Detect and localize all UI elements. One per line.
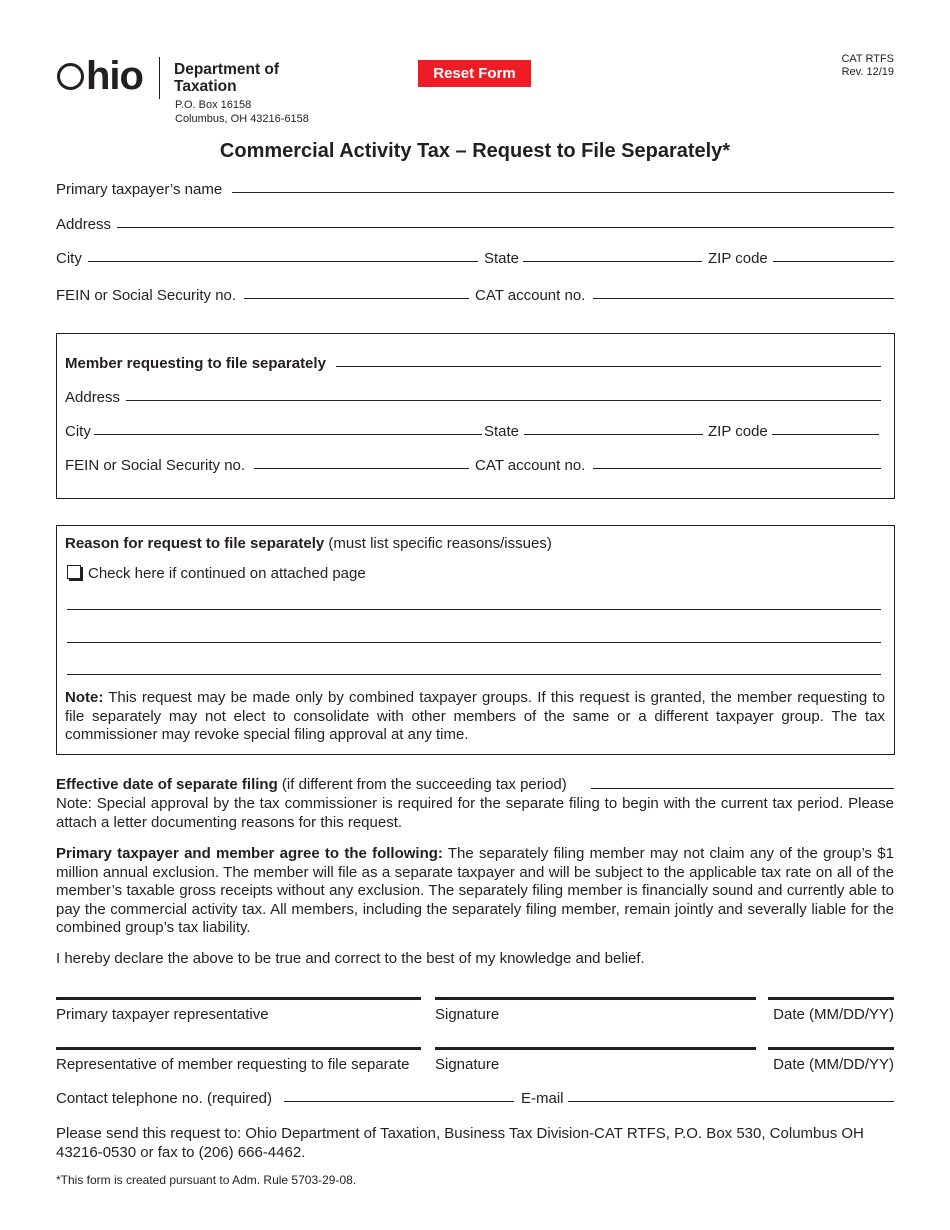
- member-fein-field[interactable]: [254, 468, 469, 469]
- reason-line-1[interactable]: [67, 609, 881, 610]
- phone-label: Contact telephone no. (required): [56, 1090, 272, 1107]
- effective-date-rest: (if different from the succeeding tax period): [277, 776, 567, 793]
- primary-rep-label: Primary taxpayer representative: [56, 1006, 269, 1023]
- signature-label-2: Signature: [435, 1056, 500, 1073]
- member-address-field[interactable]: [126, 400, 881, 401]
- reset-form-button[interactable]: Reset Form: [418, 60, 531, 87]
- member-cat-label: CAT account no.: [475, 457, 586, 474]
- member-zip-field[interactable]: [772, 434, 879, 435]
- signature-label-1: Signature: [435, 1006, 500, 1023]
- agreement-text: The separately filing member may not claim any of the group’s $1 million annual exclusion. The member will file as a separate taxpayer and will be subject to the applicable tax rate on all of the member’s taxable gross receipts without any exclusion. The separately filing member is financially sound and currently able to pay the commercial activity tax. All members, including the separately filing member, remain jointly and severally liable for the combined group’s tax liability.: [56, 845, 894, 936]
- sig-line-signature-1[interactable]: [435, 997, 756, 1000]
- member-state-label: State: [484, 423, 520, 440]
- member-fein-label: FEIN or Social Security no.: [65, 457, 246, 474]
- primary-city-label: City: [56, 250, 82, 267]
- primary-city-field[interactable]: [88, 261, 478, 262]
- primary-zip-label: ZIP code: [708, 250, 768, 267]
- form-code-text: CAT RTFS: [841, 53, 894, 65]
- sig-line-date-2[interactable]: [768, 1047, 894, 1050]
- primary-state-label: State: [484, 250, 520, 267]
- member-heading: Member requesting to file separately: [65, 355, 326, 372]
- primary-name-label: Primary taxpayer’s name: [56, 181, 223, 198]
- sig-line-rep-1[interactable]: [56, 997, 421, 1000]
- reason-note-bold: Note:: [65, 689, 104, 706]
- member-state-field[interactable]: [524, 434, 703, 435]
- sig-line-rep-2[interactable]: [56, 1047, 421, 1050]
- continued-checkbox-label: Check here if continued on attached page: [88, 565, 366, 582]
- reason-heading: [65, 535, 552, 553]
- reason-line-3[interactable]: [67, 674, 881, 675]
- dept-line-1: Department of: [174, 61, 280, 78]
- date-label-1: Date (MM/DD/YY): [773, 1006, 894, 1023]
- primary-name-field[interactable]: [232, 192, 894, 193]
- date-label-2: Date (MM/DD/YY): [773, 1056, 894, 1073]
- effective-date-label: [56, 776, 567, 794]
- continued-checkbox[interactable]: [67, 565, 81, 579]
- primary-fein-field[interactable]: [244, 298, 469, 299]
- primary-state-field[interactable]: [523, 261, 702, 262]
- primary-fein-label: FEIN or Social Security no.: [56, 287, 237, 304]
- effective-date-field[interactable]: [591, 788, 894, 789]
- logo-divider: [159, 57, 160, 99]
- member-address-label: Address: [65, 389, 121, 406]
- email-field[interactable]: [568, 1101, 894, 1102]
- ohio-logo-text: hio: [86, 54, 143, 98]
- footnote: *This form is created pursuant to Adm. Rule 5703-29-08.: [56, 1173, 357, 1187]
- address-line-2: Columbus, OH 43216-6158: [175, 113, 309, 125]
- dept-line-2: Taxation: [174, 78, 237, 95]
- address-line-1: P.O. Box 16158: [175, 99, 252, 111]
- sig-line-date-1[interactable]: [768, 997, 894, 1000]
- reason-note: [65, 689, 885, 745]
- reason-line-2[interactable]: [67, 642, 881, 643]
- email-label: E-mail: [521, 1090, 564, 1107]
- agreement-bold: Primary taxpayer and member agree to the following:: [56, 845, 443, 862]
- member-zip-label: ZIP code: [708, 423, 768, 440]
- member-rep-label: Representative of member requesting to file separate: [56, 1056, 410, 1073]
- phone-field[interactable]: [284, 1101, 514, 1102]
- primary-address-field[interactable]: [117, 227, 894, 228]
- primary-cat-field[interactable]: [593, 298, 894, 299]
- member-name-field[interactable]: [336, 366, 881, 367]
- revision-text: Rev. 12/19: [841, 66, 894, 78]
- page-title: Commercial Activity Tax – Request to File Separately*: [219, 140, 731, 162]
- primary-address-label: Address: [56, 216, 112, 233]
- ohio-logo: [56, 56, 150, 100]
- member-city-field[interactable]: [94, 434, 482, 435]
- ohio-logo-circle-icon: [57, 63, 84, 90]
- primary-zip-field[interactable]: [773, 261, 894, 262]
- reason-heading-rest: (must list specific reasons/issues): [324, 535, 552, 552]
- form-code: [841, 53, 894, 79]
- department-address: [175, 98, 309, 126]
- department-name: [174, 61, 279, 95]
- sig-line-signature-2[interactable]: [435, 1047, 756, 1050]
- send-to-instructions: Please send this request to: Ohio Department of Taxation, Business Tax Division-CAT RTFS, P.O. Box 530, Columbus OH 43216-0530 or fax to (206) 666-4462.: [56, 1125, 864, 1161]
- effective-date-bold: Effective date of separate filing: [56, 776, 278, 793]
- member-cat-field[interactable]: [593, 468, 881, 469]
- agreement-paragraph: [56, 845, 894, 938]
- member-city-label: City: [65, 423, 91, 440]
- primary-cat-label: CAT account no.: [475, 287, 586, 304]
- effective-date-note: Note: Special approval by the tax commissioner is required for the separate filing to begin with the current tax period. Please attach a letter documenting reasons for this request.: [56, 795, 894, 831]
- declaration: I hereby declare the above to be true and correct to the best of my knowledge and belief.: [56, 950, 645, 967]
- reason-note-text: This request may be made only by combined taxpayer groups. If this request is granted, the member requesting to file separately may not elect to consolidate with other members of the same or a different taxpayer group. The tax commissioner may revoke special filing approval at any time.: [65, 689, 885, 743]
- reason-heading-bold: Reason for request to file separately: [65, 535, 325, 552]
